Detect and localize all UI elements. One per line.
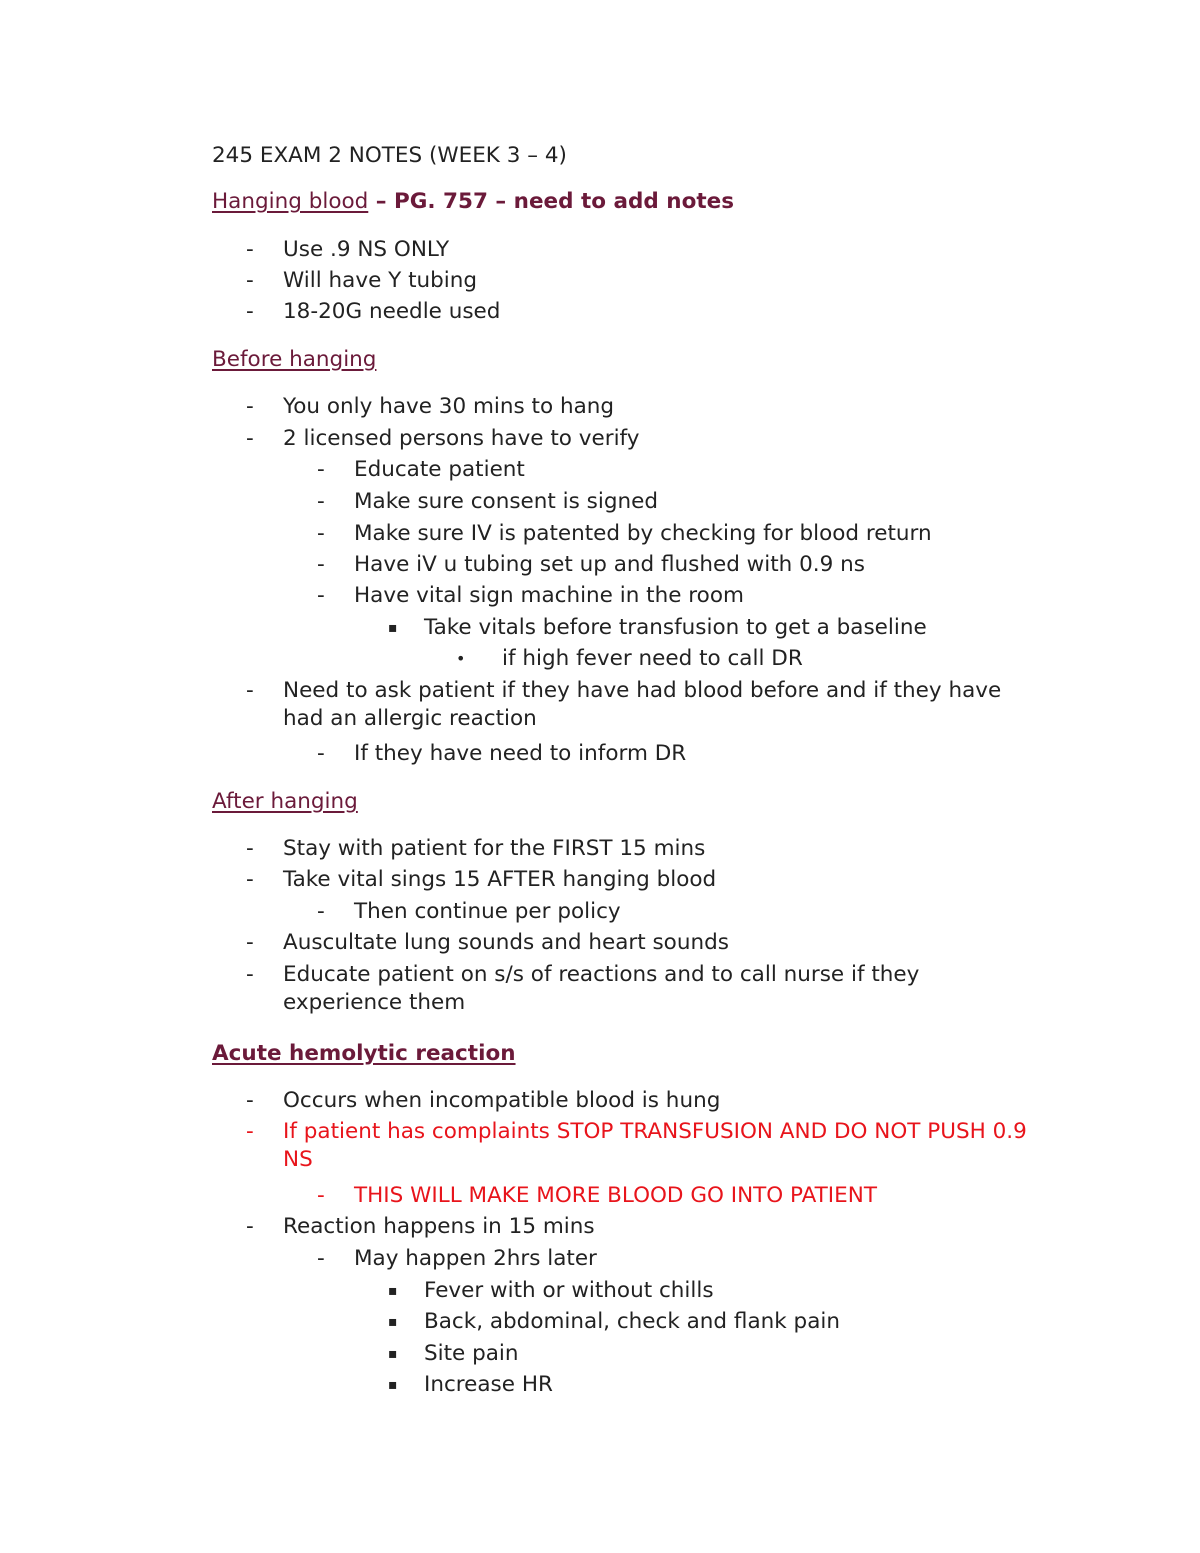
list-item xyxy=(212,393,1072,421)
list-item-text: Take vital sings 15 AFTER hanging blood xyxy=(283,867,717,892)
list-item-text: May happen 2hrs later xyxy=(354,1246,597,1271)
list-item-text: Increase HR xyxy=(424,1372,553,1397)
list-item xyxy=(212,267,1072,295)
list-item xyxy=(212,898,1072,926)
dash-bullet-icon: - xyxy=(246,930,254,955)
list-item xyxy=(212,835,1072,863)
list-item xyxy=(212,1245,1072,1273)
dash-bullet-icon: - xyxy=(317,457,325,482)
list-item xyxy=(212,456,1072,484)
heading-label: Before hanging xyxy=(212,347,377,372)
square-bullet-icon: ▪ xyxy=(388,1314,398,1330)
heading-label: After hanging xyxy=(212,789,358,814)
list-item xyxy=(212,551,1072,579)
dash-bullet-icon: - xyxy=(246,394,254,419)
list-item xyxy=(212,866,1072,894)
dash-bullet-icon: - xyxy=(246,268,254,293)
list-item-text: You only have 30 mins to hang xyxy=(283,394,615,419)
list-item-text: Stay with patient for the FIRST 15 mins xyxy=(283,836,706,861)
list-item xyxy=(212,425,1072,453)
list-item-text: If they have need to inform DR xyxy=(354,741,687,766)
dash-bullet-icon: - xyxy=(317,521,325,546)
list-item xyxy=(212,488,1072,516)
list-item-text: Have iV u tubing set up and flushed with 0.9 ns xyxy=(354,552,865,577)
dash-bullet-icon: - xyxy=(246,426,254,451)
heading-label: Hanging blood xyxy=(212,189,369,214)
dash-bullet-icon: - xyxy=(317,583,325,608)
dash-bullet-icon: - xyxy=(246,867,254,892)
list-item xyxy=(212,1213,1072,1241)
square-bullet-icon: ▪ xyxy=(388,1283,398,1299)
section-heading-hanging-blood xyxy=(212,188,734,216)
list-item-text: if high fever need to call DR xyxy=(502,646,803,671)
dash-bullet-icon: - xyxy=(317,899,325,924)
list-item-text: Need to ask patient if they have had blood before and if they have had an allergic reaction xyxy=(283,678,1002,731)
heading-label: Acute hemolytic reaction xyxy=(212,1041,516,1066)
list-item-text: Back, abdominal, check and flank pain xyxy=(424,1309,840,1334)
list-item-text: 2 licensed persons have to verify xyxy=(283,426,640,451)
dash-bullet-icon: - xyxy=(317,1183,325,1208)
dash-bullet-icon: - xyxy=(317,1246,325,1271)
dot-bullet-icon: • xyxy=(456,649,466,668)
list-item-text: Educate patient xyxy=(354,457,525,482)
list-item-text: THIS WILL MAKE MORE BLOOD GO INTO PATIENT xyxy=(354,1183,877,1208)
list-item-text: Make sure IV is patented by checking for blood return xyxy=(354,521,932,546)
dash-bullet-icon: - xyxy=(246,1214,254,1239)
list-item xyxy=(212,1277,1072,1305)
section-heading-acute-hemolytic xyxy=(212,1040,516,1068)
list-item-text: Occurs when incompatible blood is hung xyxy=(283,1088,721,1113)
section-heading-after-hanging xyxy=(212,788,358,816)
list-item-text: Have vital sign machine in the room xyxy=(354,583,744,608)
dash-bullet-icon: - xyxy=(317,741,325,766)
square-bullet-icon: ▪ xyxy=(388,620,398,636)
dash-bullet-icon: - xyxy=(246,836,254,861)
list-item-text: Reaction happens in 15 mins xyxy=(283,1214,595,1239)
list-item xyxy=(212,1340,1072,1368)
list-item xyxy=(212,677,1072,733)
list-item xyxy=(212,961,1072,1017)
list-item xyxy=(212,298,1072,326)
dash-bullet-icon: - xyxy=(246,1119,254,1144)
dash-bullet-icon: - xyxy=(246,678,254,703)
list-item xyxy=(212,582,1072,610)
list-item-text: Fever with or without chills xyxy=(424,1278,714,1303)
list-item xyxy=(212,614,1072,642)
list-item-text: Make sure consent is signed xyxy=(354,489,658,514)
list-item-text: Will have Y tubing xyxy=(283,268,478,293)
list-item-text: Educate patient on s/s of reactions and to call nurse if they experience them xyxy=(283,962,920,1015)
list-item-text: 18-20G needle used xyxy=(283,299,501,324)
list-item xyxy=(212,1371,1072,1399)
square-bullet-icon: ▪ xyxy=(388,1377,398,1393)
list-item-alert xyxy=(212,1182,1072,1210)
heading-suffix: – PG. 757 – need to add notes xyxy=(368,189,735,214)
document-title: 245 EXAM 2 NOTES (WEEK 3 – 4) xyxy=(212,143,567,168)
list-item xyxy=(212,929,1072,957)
dash-bullet-icon: - xyxy=(317,552,325,577)
list-item-text: Take vitals before transfusion to get a baseline xyxy=(424,615,927,640)
list-item-text: If patient has complaints STOP TRANSFUSION AND DO NOT PUSH 0.9 NS xyxy=(283,1119,1027,1172)
list-item xyxy=(212,645,1072,673)
list-item-text: Auscultate lung sounds and heart sounds xyxy=(283,930,729,955)
dash-bullet-icon: - xyxy=(246,299,254,324)
list-item-text: Then continue per policy xyxy=(354,899,621,924)
list-item-alert xyxy=(212,1118,1072,1174)
list-item-text: Use .9 NS ONLY xyxy=(283,237,450,262)
dash-bullet-icon: - xyxy=(246,962,254,987)
dash-bullet-icon: - xyxy=(246,1088,254,1113)
dash-bullet-icon: - xyxy=(246,237,254,262)
section-heading-before-hanging xyxy=(212,346,376,374)
list-item xyxy=(212,520,1072,548)
list-item xyxy=(212,236,1072,264)
list-item xyxy=(212,1087,1072,1115)
square-bullet-icon: ▪ xyxy=(388,1346,398,1362)
list-item xyxy=(212,740,1072,768)
list-item-text: Site pain xyxy=(424,1341,519,1366)
list-item xyxy=(212,1308,1072,1336)
dash-bullet-icon: - xyxy=(317,489,325,514)
